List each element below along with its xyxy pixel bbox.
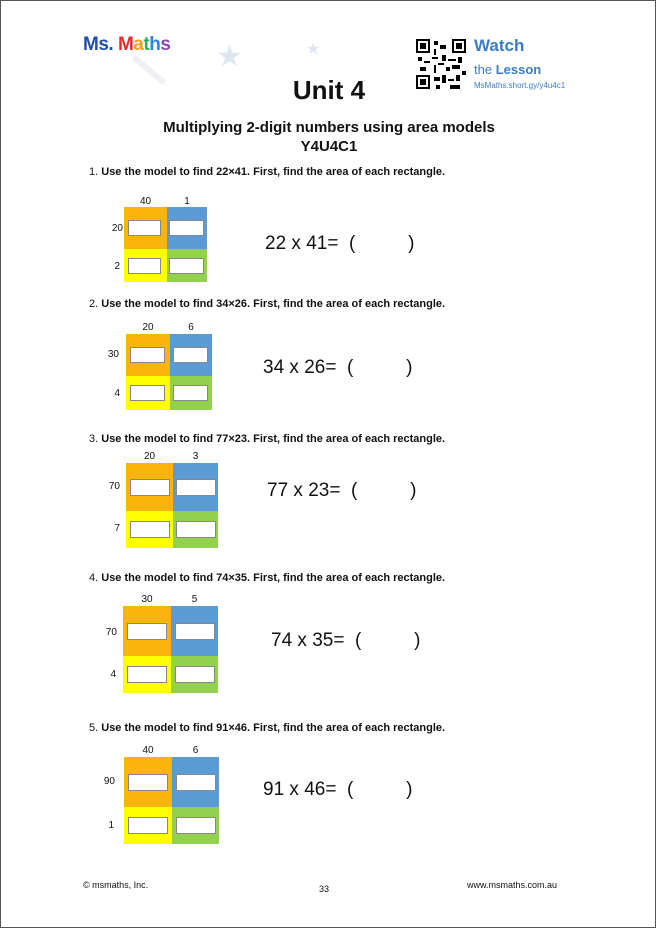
question-5-prompt [89,722,445,734]
area-cell-orange [123,606,171,656]
answer-box[interactable] [130,385,165,401]
question-number: 3. [89,433,99,445]
answer-box[interactable] [176,817,216,834]
answer-box[interactable] [175,623,215,640]
answer-box[interactable] [130,521,170,538]
logo-letter: M [117,34,134,55]
open-paren: ( [354,630,362,651]
close-paren: ) [408,233,415,254]
equation-3 [267,480,416,502]
open-paren: ( [346,357,354,378]
question-text: Use the model to find 77×23. First, find the area of each rectangle. [101,433,446,445]
row1-label: 30 [107,349,119,360]
close-paren: ) [406,779,413,800]
question-4-prompt [89,572,445,584]
area-cell-green [171,656,218,693]
question-number: 4. [89,572,99,584]
worksheet-subtitle [1,118,656,156]
logo-letter: t [143,34,150,55]
tens-label: 30 [141,594,153,605]
equation-5 [263,779,412,801]
row2-label: 4 [110,669,116,680]
question-text: Use the model to find 74×35. First, find the area of each rectangle. [101,572,446,584]
area-cell-orange [126,463,173,511]
lesson-url-link[interactable]: MsMaths.short.gy/y4u4c1 [474,81,566,90]
close-paren: ) [410,480,417,501]
area-cell-green [172,807,219,844]
equation-text: 22 x 41= [265,233,339,254]
equation-text: 34 x 26= [263,357,337,378]
logo-letter: s [98,34,109,55]
answer-box[interactable] [176,521,216,538]
ones-label: 1 [184,196,190,207]
worksheet-code: Y4U4C1 [300,138,358,155]
logo-letter: M [83,34,99,55]
answer-box[interactable] [173,385,208,401]
website-link[interactable]: www.msmaths.com.au [467,880,558,890]
answer-box[interactable] [169,220,204,236]
area-cell-green [170,376,212,410]
star-decoration-icon: ★ [216,40,243,73]
open-paren: ( [350,480,358,501]
answer-box[interactable] [176,479,216,496]
brand-logo [83,34,170,56]
tens-label: 40 [142,745,154,756]
unit-title: Unit 4 [292,75,366,105]
question-text: Use the model to find 22×41. First, find the area of each rectangle. [101,166,446,178]
answer-box[interactable] [169,258,204,274]
answer-box[interactable] [128,258,161,274]
answer-box[interactable] [127,666,167,683]
equation-text: 74 x 35= [271,630,345,651]
equation-1 [265,233,414,255]
logo-letter: a [133,34,144,55]
answer-box[interactable] [175,666,215,683]
question-3-prompt [89,433,445,445]
area-cell-orange [126,334,170,376]
star-decoration-icon: ★ [306,41,321,58]
question-number: 5. [89,722,99,734]
row2-label: 4 [114,388,120,399]
lesson-prefix: the [474,62,493,77]
equation-text: 77 x 23= [267,480,341,501]
question-2-prompt [89,298,445,310]
area-cell-yellow [123,656,171,693]
lesson-label[interactable] [474,62,541,77]
ones-label: 6 [192,745,199,756]
area-cell-green [173,511,218,548]
equation-text: 91 x 46= [263,779,337,800]
row1-label: 70 [105,627,117,638]
lesson-word: Lesson [495,62,542,77]
logo-letter: s [160,34,171,55]
open-paren: ( [348,233,356,254]
subtitle-text: Multiplying 2-digit numbers using area models [163,119,495,136]
close-paren: ) [406,357,413,378]
area-cell-blue [172,757,219,807]
area-cell-blue [173,463,218,511]
answer-box[interactable] [127,623,167,640]
question-number: 2. [89,298,99,310]
row1-label: 90 [103,776,115,787]
row1-label: 20 [111,223,123,234]
question-1-prompt [89,166,445,178]
row2-label: 1 [108,820,114,831]
answer-box[interactable] [130,479,170,496]
row2-label: 7 [114,523,120,534]
tens-label: 20 [142,322,154,333]
ones-label: 5 [191,594,198,605]
area-cell-green [167,249,207,282]
answer-box[interactable] [130,347,165,363]
open-paren: ( [346,779,354,800]
area-cell-yellow [124,249,167,282]
qr-code-icon[interactable] [416,39,466,89]
answer-box[interactable] [176,774,216,791]
row1-label: 70 [108,481,120,492]
area-cell-blue [167,207,207,249]
logo-letter: . [108,34,114,55]
tens-label: 40 [139,196,152,207]
area-cell-yellow [124,807,172,844]
area-cell-blue [171,606,218,656]
page-number: 33 [319,884,330,894]
area-cell-blue [170,334,212,376]
answer-box[interactable] [128,220,161,236]
ones-label: 6 [188,322,194,333]
tens-label: 20 [143,451,156,462]
area-cell-orange [124,757,172,807]
ones-label: 3 [192,451,199,462]
logo-letter: h [149,34,161,55]
area-cell-yellow [126,376,170,410]
equation-2 [263,357,412,379]
answer-box[interactable] [173,347,208,363]
answer-box[interactable] [128,774,168,791]
copyright-text: © msmaths, Inc. [83,880,149,890]
equation-4 [271,630,420,652]
answer-box[interactable] [128,817,168,834]
question-text: Use the model to find 34×26. First, find the area of each rectangle. [101,298,446,310]
question-text: Use the model to find 91×46. First, find the area of each rectangle. [101,722,446,734]
row2-label: 2 [114,261,120,272]
close-paren: ) [414,630,421,651]
question-number: 1. [89,166,99,178]
area-cell-yellow [126,511,173,548]
watch-label[interactable]: Watch [474,36,525,55]
area-cell-orange [124,207,167,249]
